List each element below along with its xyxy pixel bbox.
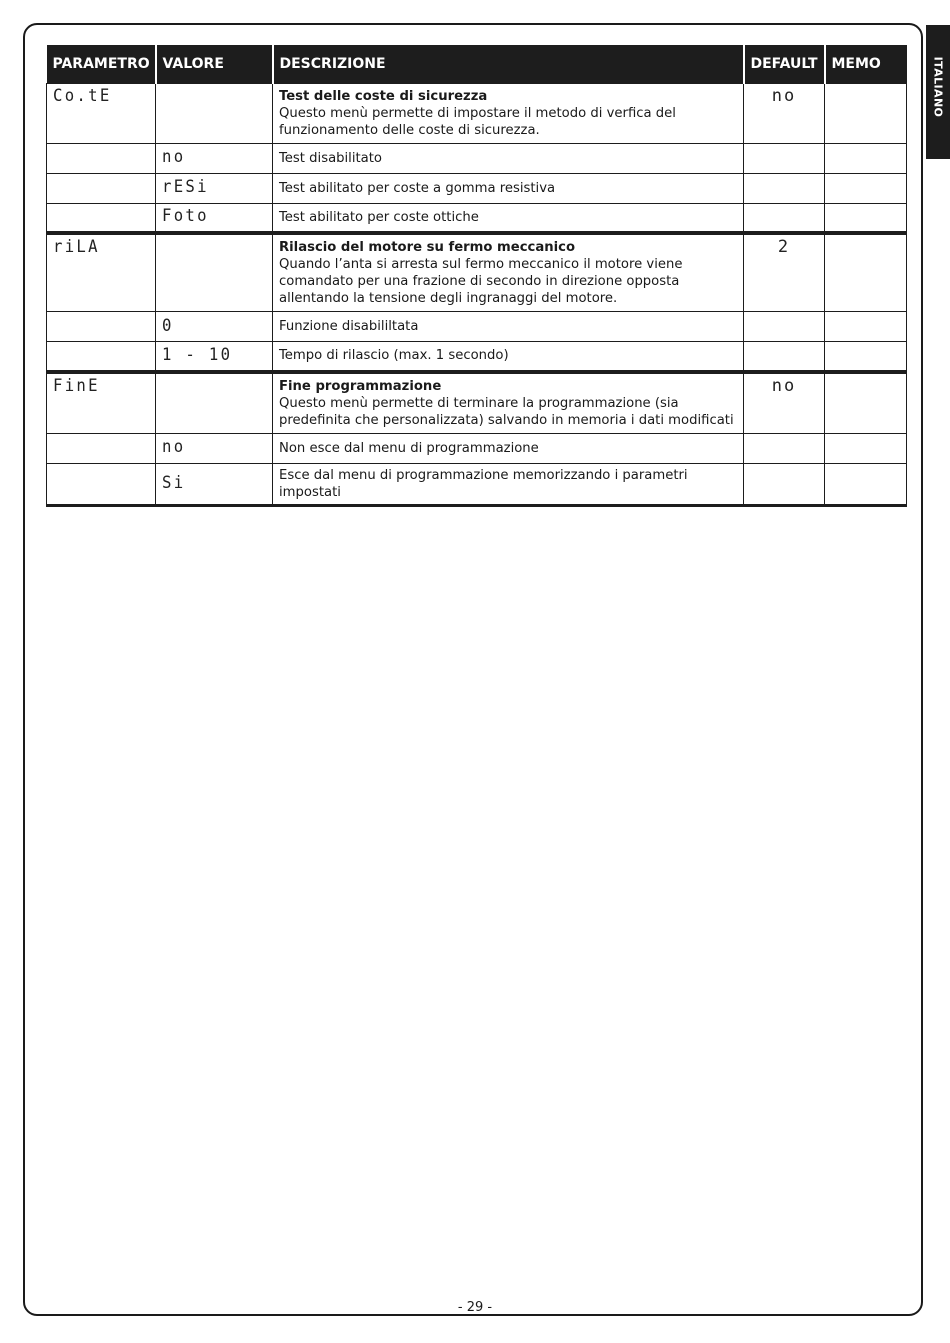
default-cell (744, 372, 825, 434)
parameter-description: Questo menù permette di impostare il metodo di verfica del funzionamento delle coste di sicurezza. (279, 105, 676, 138)
default-cell (744, 83, 825, 143)
option-row (47, 463, 907, 505)
option-row (47, 312, 907, 342)
parameter-row (47, 372, 907, 434)
default-cell (744, 143, 825, 173)
page-number: - 29 - (457, 1300, 493, 1315)
option-value: 0 (162, 315, 174, 336)
parameter-cell (47, 312, 156, 342)
header-parametro: PARAMETRO (47, 45, 156, 83)
parameter-code: Co.tE (53, 85, 112, 106)
header-valore: VALORE (156, 45, 273, 83)
option-row (47, 143, 907, 173)
option-description: Tempo di rilascio (max. 1 secondo) (273, 342, 744, 372)
parameter-cell (47, 203, 156, 233)
default-value: no (771, 85, 797, 106)
memo-cell (825, 372, 907, 434)
value-cell (156, 463, 273, 505)
option-row (47, 203, 907, 233)
value-cell (156, 372, 273, 434)
value-cell (156, 433, 273, 463)
option-description: Non esce dal menu di programmazione (273, 433, 744, 463)
option-value: Si (162, 472, 186, 493)
description-cell (273, 372, 744, 434)
parameter-cell (47, 433, 156, 463)
default-cell (744, 233, 825, 312)
value-cell (156, 143, 273, 173)
parameter-cell (47, 83, 156, 143)
parameter-cell (47, 233, 156, 312)
value-cell (156, 233, 273, 312)
default-cell (744, 433, 825, 463)
parameter-cell (47, 173, 156, 203)
option-row (47, 173, 907, 203)
memo-cell (825, 342, 907, 372)
value-cell (156, 203, 273, 233)
memo-cell (825, 433, 907, 463)
option-description: Test disabilitato (273, 143, 744, 173)
parameter-cell (47, 463, 156, 505)
default-cell (744, 173, 825, 203)
default-cell (744, 312, 825, 342)
option-description: Test abilitato per coste ottiche (273, 203, 744, 233)
option-value: 1 - 10 (162, 344, 233, 365)
value-cell (156, 83, 273, 143)
option-description: Test abilitato per coste a gomma resistiva (273, 173, 744, 203)
parameter-row (47, 233, 907, 312)
parameter-code: FinE (53, 375, 100, 396)
memo-cell (825, 143, 907, 173)
default-value: no (771, 375, 797, 396)
memo-cell (825, 203, 907, 233)
value-cell (156, 312, 273, 342)
parameter-description: Quando l’anta si arresta sul fermo meccanico il motore viene comandato per una frazione di secondo in direzione opposta allentando la tensione degli ingranaggi del motore. (279, 257, 683, 306)
parameter-title: Fine programmazione (279, 378, 442, 394)
language-tab-label: ITALIANO (931, 56, 945, 118)
option-value: rESi (162, 177, 209, 197)
parameter-cell (47, 143, 156, 173)
option-row (47, 342, 907, 372)
language-tab (926, 25, 950, 159)
option-description: Esce dal menu di programmazione memorizzando i parametri impostati (273, 463, 744, 505)
option-description: Funzione disabililtata (273, 312, 744, 342)
memo-cell (825, 83, 907, 143)
option-row (47, 433, 907, 463)
memo-cell (825, 312, 907, 342)
description-cell (273, 233, 744, 312)
memo-cell (825, 173, 907, 203)
memo-cell (825, 463, 907, 505)
option-value: no (162, 147, 186, 167)
description-cell (273, 83, 744, 143)
parameter-description: Questo menù permette di terminare la programmazione (sia predefinita che personalizzata) salvando in memoria i dati modificati (279, 395, 734, 428)
value-cell (156, 173, 273, 203)
table-header-row (47, 45, 907, 83)
default-cell (744, 203, 825, 233)
option-value: Foto (162, 206, 209, 227)
default-value: 2 (777, 237, 791, 257)
header-memo: MEMO (825, 45, 907, 83)
option-value: no (162, 437, 186, 457)
parameter-title: Rilascio del motore su fermo meccanico (279, 240, 576, 255)
header-descrizione: DESCRIZIONE (273, 45, 744, 83)
memo-cell (825, 233, 907, 312)
default-cell (744, 342, 825, 372)
parameter-row (47, 83, 907, 143)
parameter-title: Test delle coste di sicurezza (279, 88, 488, 104)
header-default: DEFAULT (744, 45, 825, 83)
parameter-table (46, 45, 907, 507)
parameter-cell (47, 342, 156, 372)
value-cell (156, 342, 273, 372)
parameter-code: riLA (53, 237, 100, 257)
parameter-cell (47, 372, 156, 434)
default-cell (744, 463, 825, 505)
